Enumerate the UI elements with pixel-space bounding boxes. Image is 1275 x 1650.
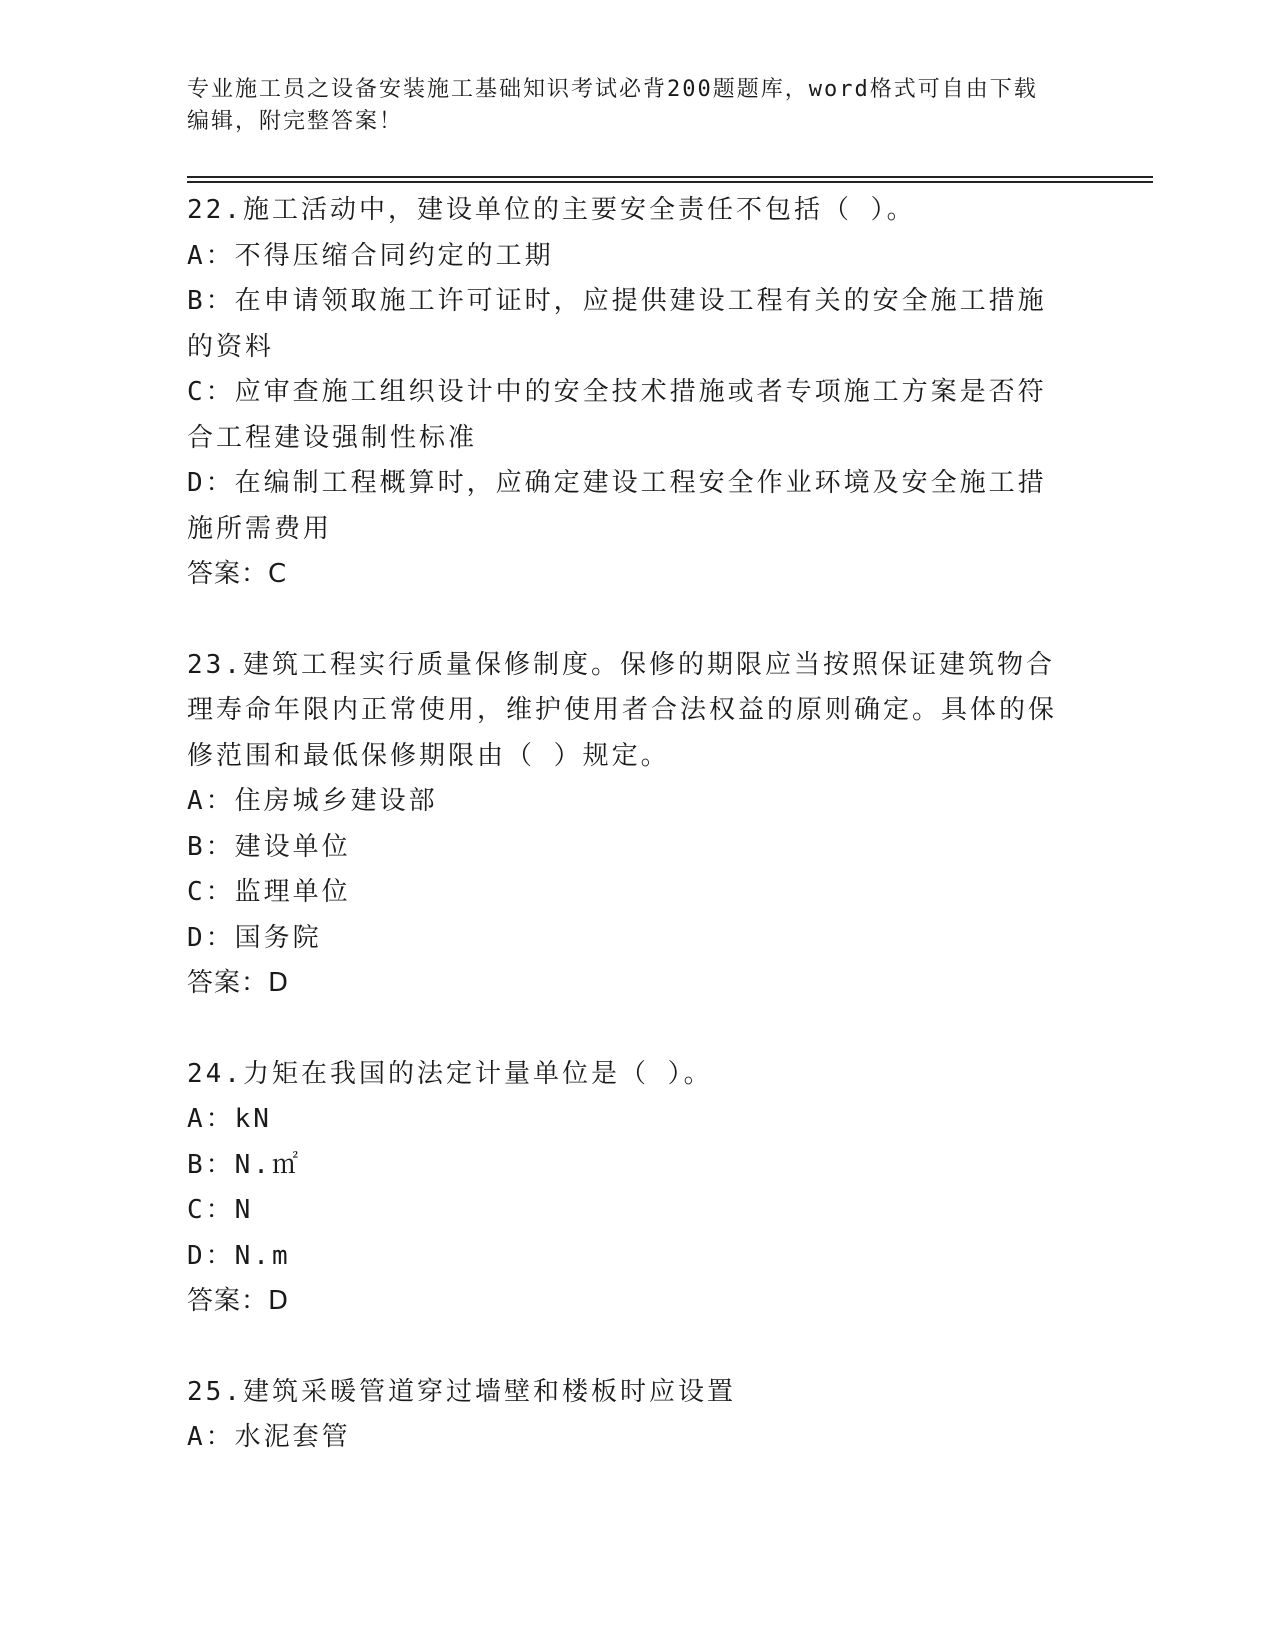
answer-text: 答案：D (187, 968, 290, 998)
option-c: C：N (187, 1195, 254, 1225)
question-23 (187, 643, 1067, 1007)
option-d: D：国务院 (187, 922, 322, 953)
question-stem: 23.建筑工程实行质量保修制度。保修的期限应当按照保证建筑物合理寿命年限内正常使用，维护使用者合法权益的原则确定。具体的保修范围和最低保修期限由（ ）规定。 (187, 649, 1058, 771)
header-line-2: 编辑，附完整答案！ (187, 109, 404, 134)
question-list (187, 188, 1067, 1506)
answer-text: 答案：C (187, 559, 288, 589)
header-divider-bottom (187, 181, 1153, 183)
option-b: B：在申请领取施工许可证时，应提供建设工程有关的安全施工措施的资料 (187, 286, 1047, 362)
answer-text: 答案：D (187, 1286, 290, 1316)
document-header (187, 74, 1087, 138)
option-a: A：不得压缩合同约定的工期 (187, 240, 554, 271)
header-line-1: 专业施工员之设备安装施工基础知识考试必背200题题库，word格式可自由下载 (187, 77, 1038, 102)
option-a: A：kN (187, 1104, 272, 1134)
option-c: C：监理单位 (187, 877, 351, 907)
option-d: D：在编制工程概算时，应确定建设工程安全作业环境及安全施工措施所需费用 (187, 468, 1047, 544)
option-b: B：建设单位 (187, 831, 351, 862)
option-a: A：水泥套管 (187, 1422, 351, 1452)
question-stem: 25.建筑采暖管道穿过墙壁和楼板时应设置 (187, 1376, 736, 1407)
question-22 (187, 188, 1067, 598)
option-a: A：住房城乡建设部 (187, 786, 438, 816)
question-stem: 22.施工活动中，建设单位的主要安全责任不包括（ ）。 (187, 195, 916, 225)
option-c: C：应审查施工组织设计中的安全技术措施或者专项施工方案是否符合工程建设强制性标准 (187, 377, 1047, 453)
option-b: B：N.㎡ (187, 1149, 301, 1180)
header-divider-top (187, 176, 1153, 178)
option-d: D：N.m (187, 1240, 291, 1271)
question-25 (187, 1370, 1067, 1461)
question-24 (187, 1052, 1067, 1325)
question-stem: 24.力矩在我国的法定计量单位是（ ）。 (187, 1058, 713, 1089)
